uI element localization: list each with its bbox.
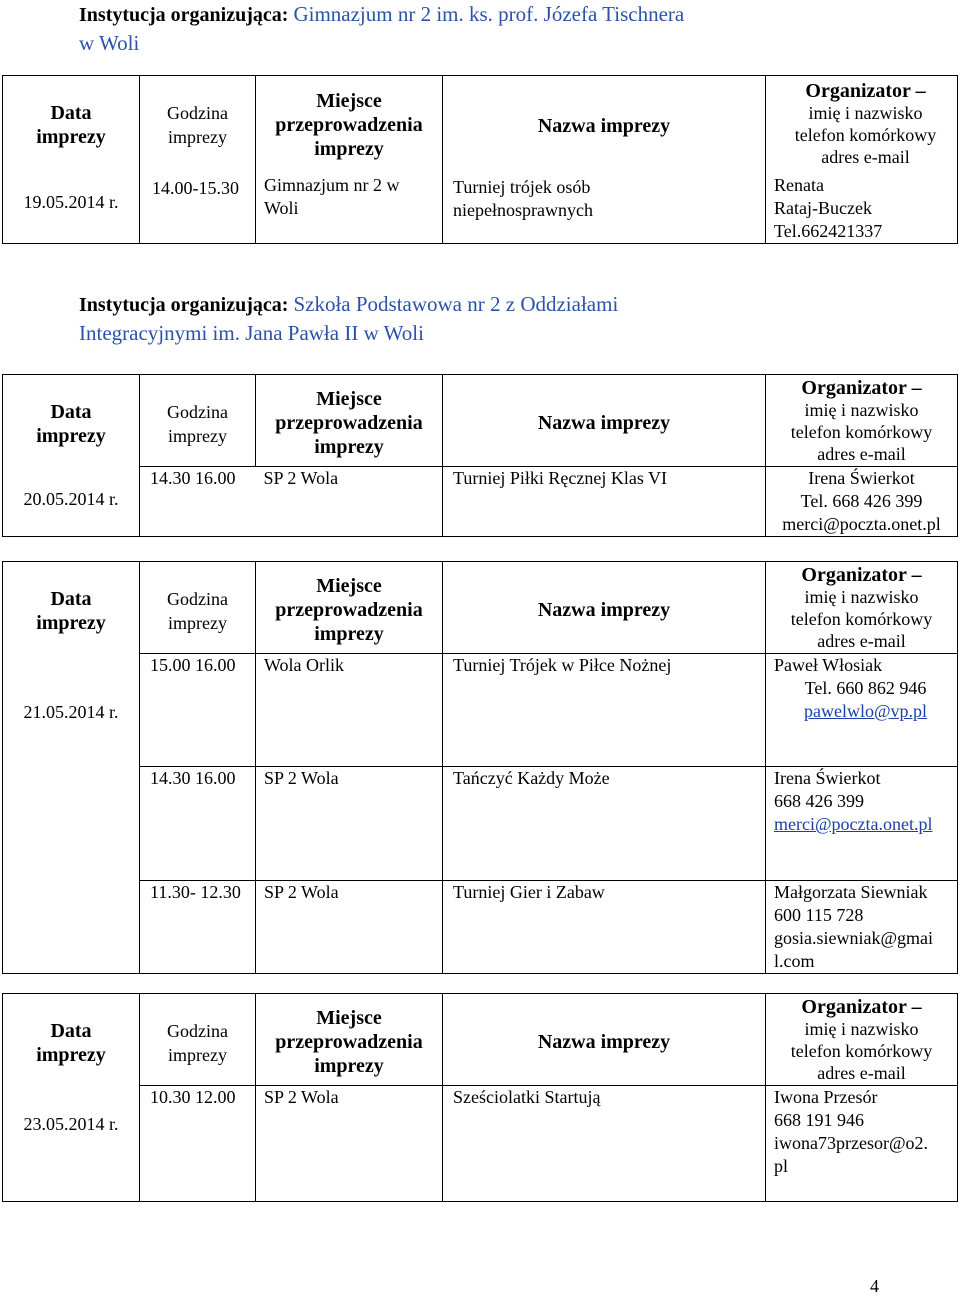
event-place: Wola Orlik	[256, 654, 443, 767]
place-header: Miejsce przeprowadzenia imprezy	[256, 562, 443, 654]
page-number: 4	[870, 1276, 879, 1296]
date-cell: Data imprezy 21.05.2014 r.	[3, 562, 140, 974]
event-name: Tańczyć Każdy Może	[443, 767, 766, 881]
event-organizer: Paweł Włosiak Tel. 660 862 946 pawelwlo@vp.pl	[766, 654, 958, 767]
event-organizer: Irena Świerkot 668 426 399 merci@poczta.onet.pl	[766, 767, 958, 881]
time-header: Godzina imprezy	[140, 562, 256, 654]
place-header: Miejsce przeprowadzenia imprezy	[256, 375, 443, 467]
event-date: 19.05.2014 r.	[23, 192, 119, 212]
event-time: 11.30- 12.30	[140, 881, 256, 974]
event-time: 14.30 16.00	[140, 467, 256, 537]
institution-heading-1	[79, 0, 919, 58]
event-date: 23.05.2014 r.	[23, 1114, 119, 1134]
event-place: SP 2 Wola	[256, 767, 443, 881]
place-cell: Miejsce przeprowadzenia imprezy Gimnazjum nr 2 w Woli	[256, 76, 443, 244]
date-cell: Data imprezy 20.05.2014 r.	[3, 375, 140, 537]
name-header: Nazwa imprezy	[443, 375, 766, 467]
events-table-4	[2, 993, 958, 1202]
date-cell: Data imprezy 19.05.2014 r.	[3, 76, 140, 244]
event-organizer: Irena Świerkot Tel. 668 426 399 merci@poczta.onet.pl	[766, 467, 958, 537]
name-header: Nazwa imprezy	[443, 562, 766, 654]
event-name: Turniej Piłki Ręcznej Klas VI	[443, 467, 766, 537]
name-cell: Nazwa imprezy Turniej trójek osób niepełnosprawnych	[443, 76, 766, 244]
event-name: Sześciolatki Startują	[443, 1086, 766, 1202]
organizer-cell: Organizator – imię i nazwisko telefon komórkowy adres e-mail Renata Rataj-Buczek Tel.662421337	[766, 76, 958, 244]
events-table-3	[2, 561, 958, 974]
time-cell: Godzina imprezy 14.00-15.30	[140, 76, 256, 244]
event-organizer: Iwona Przesór 668 191 946 iwona73przesor@o2. pl	[766, 1086, 958, 1202]
event-name: Turniej Gier i Zabaw	[443, 881, 766, 974]
institution-heading-2	[79, 290, 919, 348]
event-time: 15.00 16.00	[140, 654, 256, 767]
event-place: SP 2 Wola	[256, 1086, 443, 1202]
name-header: Nazwa imprezy	[443, 994, 766, 1086]
institution-name: Gimnazjum nr 2 im. ks. prof. Józefa Tischnera	[293, 2, 685, 26]
event-organizer: Renata Rataj-Buczek Tel.662421337	[774, 175, 883, 241]
organizer-header: Organizator – imię i nazwisko telefon komórkowy adres e-mail	[766, 562, 958, 654]
organizer-header: Organizator – imię i nazwisko telefon komórkowy adres e-mail	[766, 375, 958, 467]
institution-name-line2: w Woli	[79, 31, 140, 55]
event-date: 21.05.2014 r.	[23, 702, 119, 722]
event-date: 20.05.2014 r.	[23, 489, 119, 509]
event-place: SP 2 Wola	[256, 467, 443, 537]
email-link[interactable]: pawelwlo@vp.pl	[803, 701, 928, 721]
institution-label: Instytucja organizująca:	[79, 4, 289, 26]
event-time: 10.30 12.00	[140, 1086, 256, 1202]
event-place: Gimnazjum nr 2 w Woli	[264, 175, 400, 218]
event-place: SP 2 Wola	[256, 881, 443, 974]
event-time: 14.30 16.00	[140, 767, 256, 881]
institution-name-line2: Integracyjnymi im. Jana Pawła II w Woli	[79, 321, 424, 345]
time-header: Godzina imprezy	[140, 375, 256, 467]
time-header: Godzina imprezy	[140, 994, 256, 1086]
institution-label: Instytucja organizująca:	[79, 294, 289, 316]
event-time: 14.00-15.30	[152, 178, 239, 198]
events-table-1	[2, 75, 958, 244]
email-link[interactable]: merci@poczta.onet.pl	[774, 814, 933, 834]
event-name: Turniej trójek osób niepełnosprawnych	[453, 177, 593, 220]
event-organizer: Małgorzata Siewniak 600 115 728 gosia.siewniak@gmai l.com	[766, 881, 958, 974]
date-cell: Data imprezy 23.05.2014 r.	[3, 994, 140, 1202]
place-header: Miejsce przeprowadzenia imprezy	[256, 994, 443, 1086]
event-name: Turniej Trójek w Piłce Nożnej	[443, 654, 766, 767]
institution-name: Szkoła Podstawowa nr 2 z Oddziałami	[293, 292, 619, 316]
organizer-header: Organizator – imię i nazwisko telefon komórkowy adres e-mail	[766, 994, 958, 1086]
events-table-2	[2, 374, 958, 537]
